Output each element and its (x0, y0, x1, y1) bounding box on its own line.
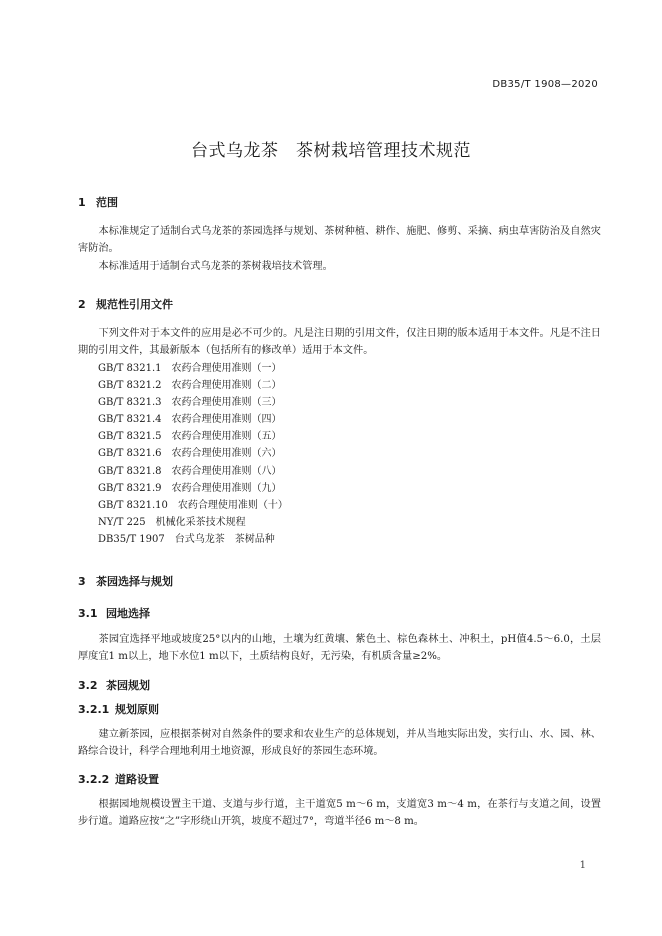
section-2-intro: 下列文件对于本文件的应用是必不可少的。凡是注日期的引用文件，仅注日期的版本适用于本文件。凡是不注日期的引用文件，其最新版本（包括所有的修改单）适用于本文件。 (78, 328, 601, 356)
section-title: 茶园选择与规划 (96, 575, 173, 588)
section-3-2-1-text: 建立新茶园，应根据茶树对自然条件的要求和农业生产的总体规划，并从当地实际出发，实行山、水、园、林、路综合设计，科学合理地利用土地资源，形成良好的茶园生态环境。 (78, 729, 601, 757)
reference-item: GB/T 8321.4 农药合理使用准则（四） (98, 414, 282, 426)
section-3-2-1-heading (78, 701, 159, 717)
reference-item: GB/T 8321.2 农药合理使用准则（二） (98, 380, 282, 392)
reference-item: NY/T 225 机械化采茶技术规程 (98, 516, 246, 528)
section-title: 范围 (96, 196, 118, 209)
section-title: 规范性引用文件 (96, 298, 173, 311)
section-3-2-heading (78, 677, 150, 693)
reference-item: GB/T 8321.6 农药合理使用准则（六） (98, 448, 282, 460)
section-number: 3.1 (78, 607, 98, 620)
section-number: 1 (78, 196, 86, 209)
reference-item: GB/T 8321.1 农药合理使用准则（一） (98, 363, 282, 374)
reference-list (98, 360, 288, 548)
page-number: 1 (579, 860, 586, 871)
section-number: 3.2.1 (78, 703, 110, 716)
section-title: 茶园规划 (106, 679, 150, 692)
reference-item: GB/T 8321.8 农药合理使用准则（八） (98, 465, 282, 477)
section-1-paragraph-2: 本标准适用于适制台式乌龙茶的茶树栽培技术管理。 (98, 261, 333, 272)
section-1-heading (78, 194, 118, 210)
section-number: 3 (78, 575, 86, 588)
section-3-1-heading (78, 605, 150, 621)
document-title: 台式乌龙茶 茶树栽培管理技术规范 (191, 141, 471, 161)
reference-item: GB/T 8321.10 农药合理使用准则（十） (98, 499, 288, 511)
section-title: 规划原则 (115, 703, 159, 716)
standard-code: DB35/T 1908—2020 (492, 79, 598, 90)
section-3-heading (78, 573, 173, 589)
section-number: 2 (78, 298, 86, 311)
section-1-paragraph-1: 本标准规定了适制台式乌龙茶的茶园选择与规划、茶树种植、耕作、施肥、修剪、采摘、病虫草害防治及自然灾害防治。 (78, 226, 601, 254)
section-number: 3.2 (78, 679, 98, 692)
section-title: 道路设置 (115, 773, 159, 786)
section-3-1-text: 茶园宜选择平地或坡度25°以内的山地，土壤为红黄壤、紫色土、棕色森林土、冲积土，pH值4.5～6.0，土层厚度宜1 m以上，地下水位1 m以下，土质结构良好，无污染，有机质含量≥2%。 (78, 634, 601, 662)
reference-item: GB/T 8321.5 农药合理使用准则（五） (98, 431, 282, 443)
reference-item: DB35/T 1907 台式乌龙茶 茶树品种 (98, 533, 275, 545)
section-number: 3.2.2 (78, 773, 110, 786)
reference-item: GB/T 8321.9 农药合理使用准则（九） (98, 482, 282, 494)
section-3-2-2-text: 根据园地规模设置主干道、支道与步行道，主干道宽5 m～6 m，支道宽3 m～4 m，在茶行与支道之间，设置步行道。道路应按“之”字形绕山开筑，坡度不超过7°，弯道半径6 m～8 m。 (78, 799, 601, 827)
section-3-2-2-heading (78, 771, 159, 787)
section-2-heading (78, 296, 173, 312)
section-title: 园地选择 (106, 607, 150, 620)
reference-item: GB/T 8321.3 农药合理使用准则（三） (98, 397, 282, 409)
